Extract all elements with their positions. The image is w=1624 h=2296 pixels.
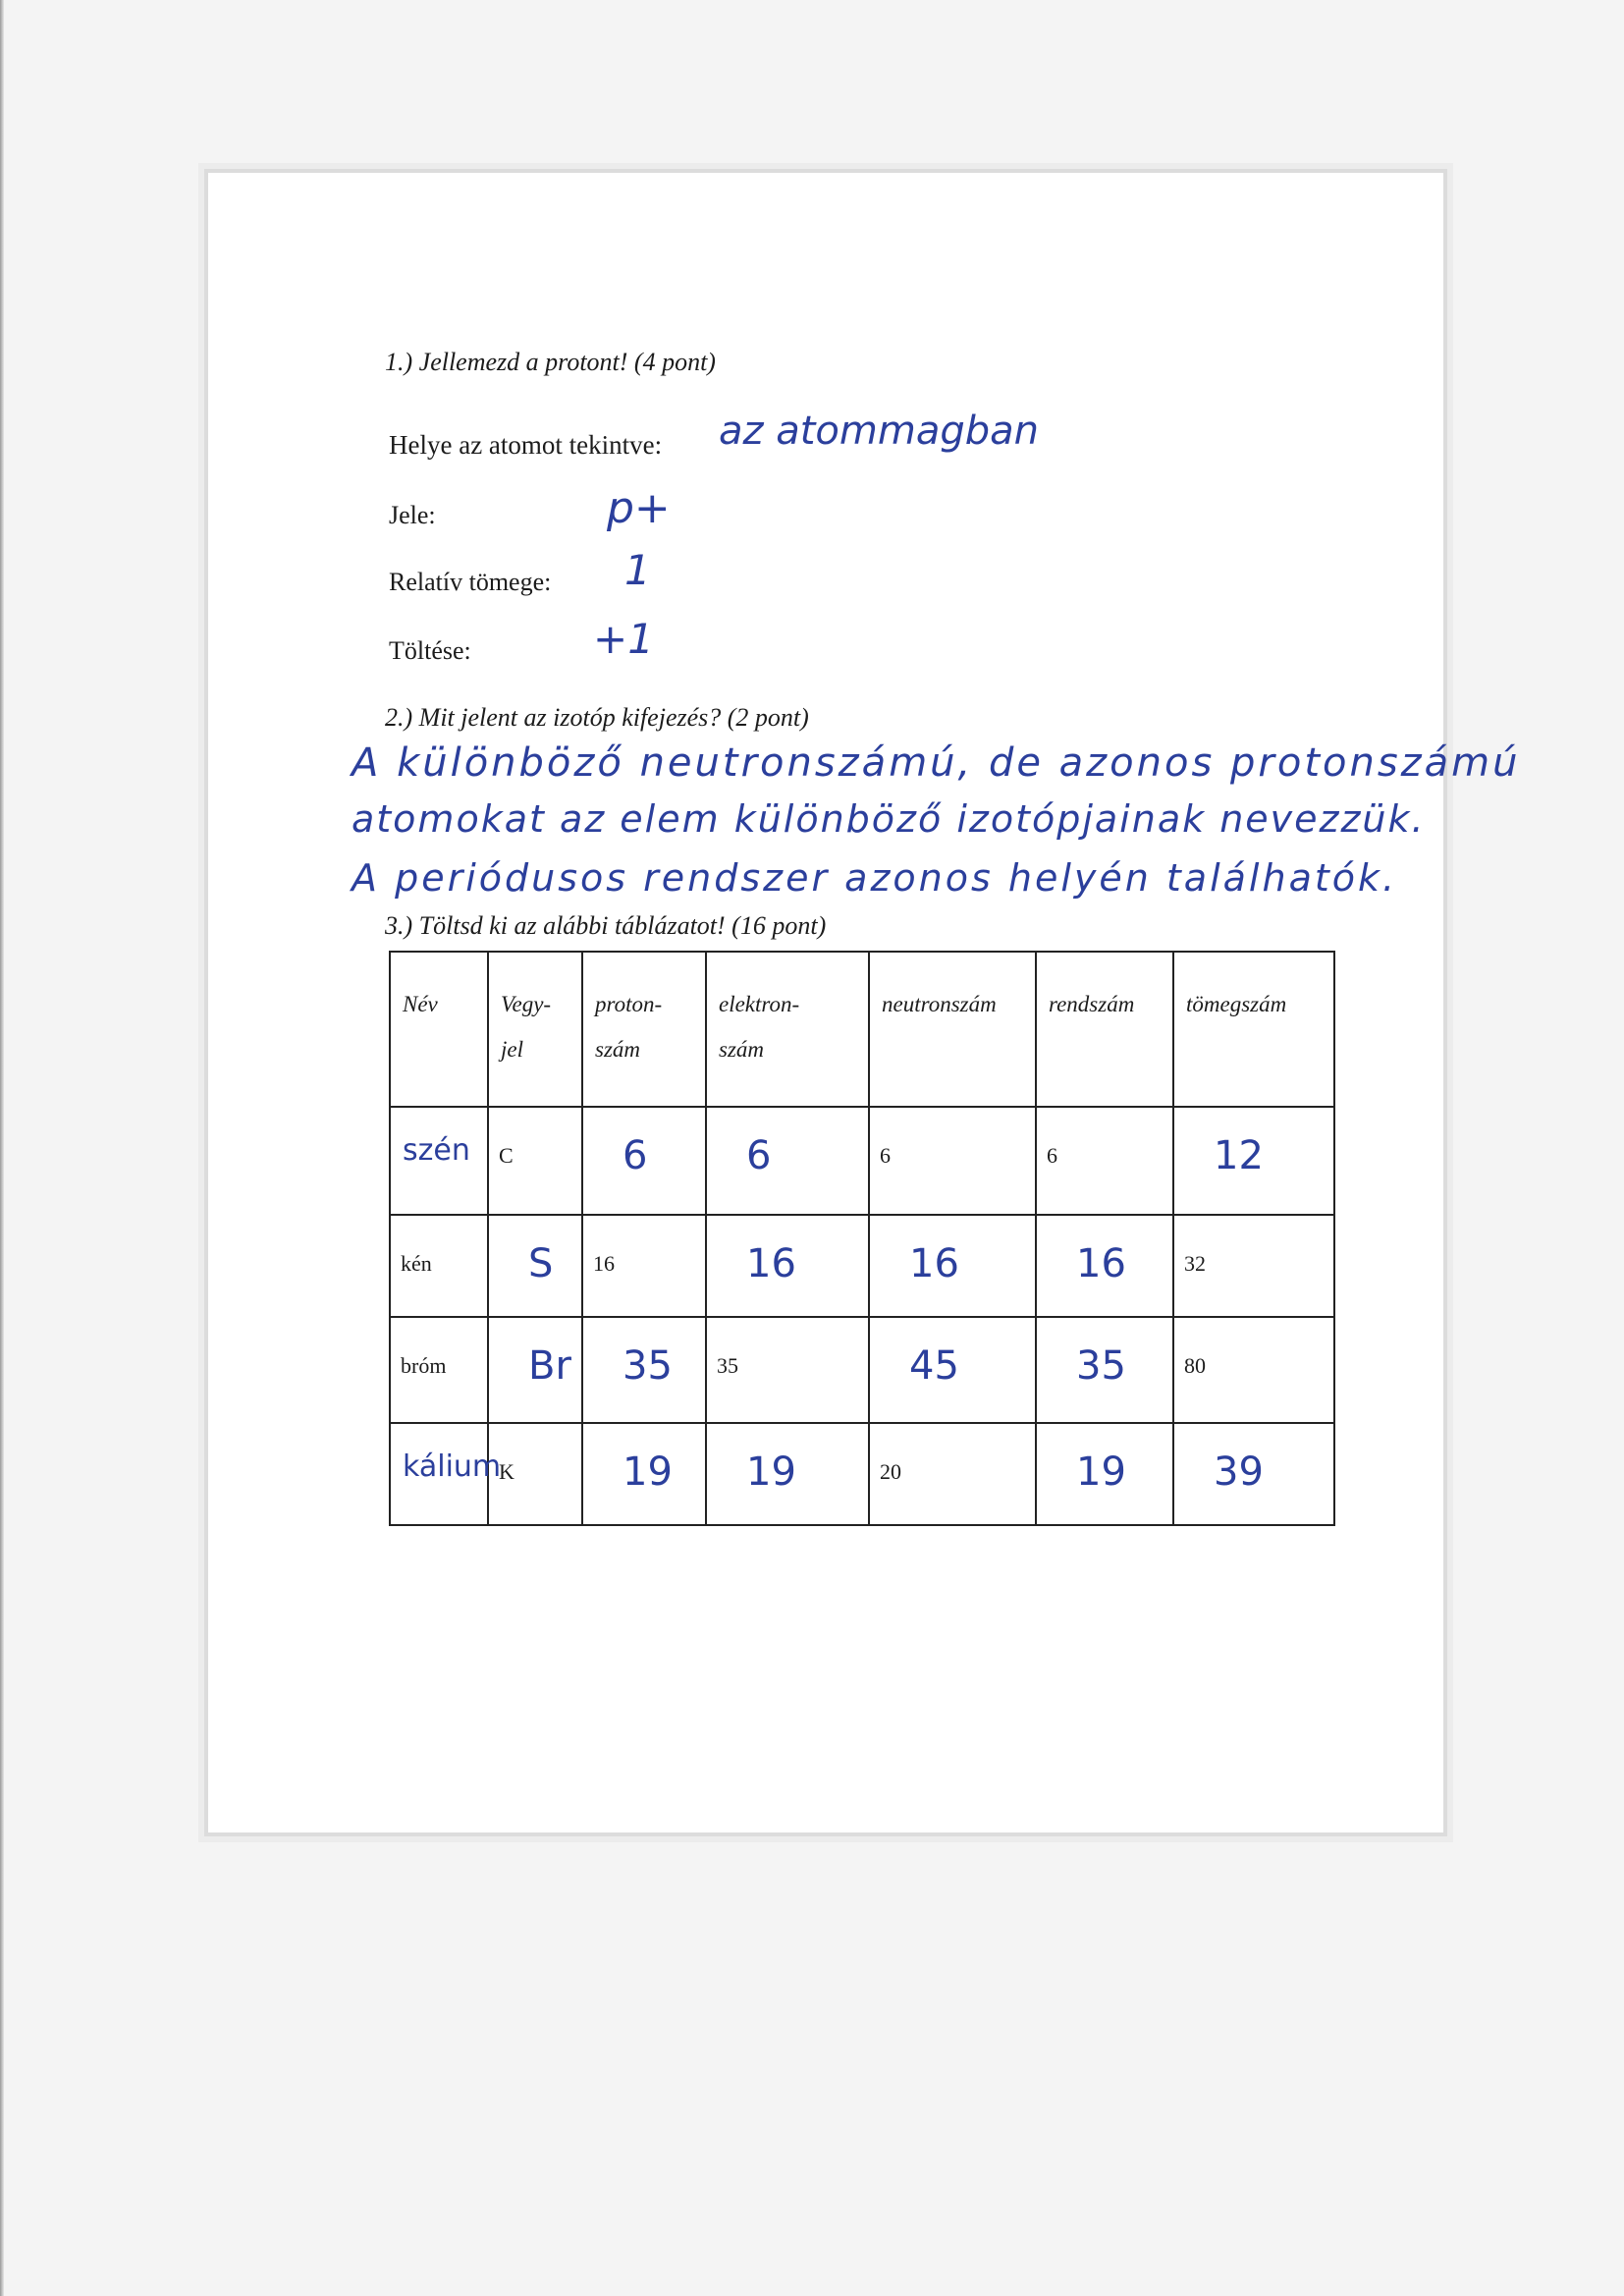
table-cell	[390, 1317, 488, 1423]
table-cell	[1173, 1317, 1334, 1423]
table-cell	[1036, 1215, 1173, 1317]
handwritten-value: 35	[1076, 1343, 1126, 1389]
table-cell	[869, 1215, 1036, 1317]
q1-label-location: Helye az atomot tekintve:	[389, 430, 663, 460]
printed-value: K	[499, 1459, 514, 1484]
header-cell: rendszám	[1036, 952, 1173, 1107]
handwritten-value: 19	[1076, 1449, 1126, 1495]
table-cell	[488, 1317, 582, 1423]
table-row	[390, 1215, 1334, 1317]
table-cell	[706, 1215, 869, 1317]
table-cell	[706, 1423, 869, 1525]
table-row	[390, 1423, 1334, 1525]
printed-value: 80	[1184, 1353, 1206, 1378]
handwritten-value: 45	[909, 1343, 959, 1389]
printed-value: 20	[880, 1459, 901, 1484]
handwritten-value: Br	[528, 1343, 571, 1389]
table-cell	[1173, 1215, 1334, 1317]
q1-answer-location: az atommagban	[719, 409, 1039, 454]
table-cell	[390, 1107, 488, 1215]
q1-label-charge: Töltése:	[389, 636, 471, 665]
header-cell: Vegy-jel	[488, 952, 582, 1107]
printed-value: kén	[401, 1251, 432, 1276]
handwritten-value: 19	[623, 1449, 673, 1495]
printed-value: 6	[1047, 1143, 1057, 1168]
q2-answer-line-3: A periódusos rendszer azonos helyén találhatók.	[352, 856, 1398, 900]
table-body	[390, 1107, 1334, 1525]
table-row	[390, 1107, 1334, 1215]
handwritten-value: S	[528, 1241, 554, 1286]
handwritten-value: kálium	[403, 1449, 502, 1484]
scan-edge	[0, 0, 4, 2296]
printed-value: bróm	[401, 1353, 447, 1378]
q1-label-symbol: Jele:	[389, 501, 436, 529]
q1-answer-mass: 1	[624, 546, 651, 594]
handwritten-value: 39	[1214, 1449, 1264, 1495]
table-cell	[488, 1215, 582, 1317]
handwritten-value: 16	[909, 1241, 959, 1286]
header-cell: elektron-szám	[706, 952, 869, 1107]
handwritten-value: szén	[403, 1133, 470, 1168]
header-cell: Név	[390, 952, 488, 1107]
q1-answer-charge: +1	[593, 615, 654, 663]
q1-label-mass: Relatív tömege:	[389, 568, 552, 596]
handwritten-value: 16	[746, 1241, 796, 1286]
table-cell	[488, 1107, 582, 1215]
printed-value: 32	[1184, 1251, 1206, 1276]
table-cell	[1173, 1423, 1334, 1525]
table-cell	[869, 1107, 1036, 1215]
table-cell	[1173, 1107, 1334, 1215]
handwritten-value: 16	[1076, 1241, 1126, 1286]
handwritten-value: 19	[746, 1449, 796, 1495]
table-cell	[488, 1423, 582, 1525]
printed-value: 6	[880, 1143, 891, 1168]
q1-answer-symbol: p+	[607, 483, 671, 533]
question-1-title: 1.) Jellemezd a protont! (4 pont)	[385, 348, 716, 376]
header-cell: proton-szám	[582, 952, 706, 1107]
table-cell	[869, 1317, 1036, 1423]
question-2-title: 2.) Mit jelent az izotóp kifejezés? (2 pont)	[385, 703, 809, 732]
printed-value: 16	[593, 1251, 615, 1276]
header-cell: neutronszám	[869, 952, 1036, 1107]
table-cell	[390, 1423, 502, 1525]
table-cell	[582, 1423, 706, 1525]
handwritten-value: 6	[623, 1133, 648, 1178]
question-3-title: 3.) Töltsd ki az alábbi táblázatot! (16 pont)	[385, 911, 827, 940]
handwritten-value: 12	[1214, 1133, 1264, 1178]
table-row	[390, 1317, 1334, 1423]
handwritten-value: 35	[623, 1343, 673, 1389]
table-cell	[706, 1107, 869, 1215]
table-cell	[1036, 1423, 1173, 1525]
header-cell: tömegszám	[1173, 952, 1334, 1107]
handwritten-value: 6	[746, 1133, 772, 1178]
table-cell	[1036, 1317, 1173, 1423]
table-header-row	[390, 952, 1334, 1107]
table-cell	[582, 1107, 706, 1215]
q2-answer-line-2: atomokat az elem különböző izotópjainak nevezzük.	[352, 797, 1426, 841]
table-cell	[706, 1317, 869, 1423]
table-cell	[582, 1215, 706, 1317]
worksheet-page	[204, 169, 1521, 1836]
table-cell	[390, 1215, 488, 1317]
printed-value: C	[499, 1143, 514, 1168]
printed-value: 35	[717, 1353, 738, 1378]
q2-answer-line-1: A különböző neutronszámú, de azonos protonszámú	[352, 740, 1521, 786]
table-cell	[582, 1317, 706, 1423]
table-cell	[869, 1423, 1036, 1525]
element-table	[389, 951, 1335, 1526]
table-cell	[1036, 1107, 1173, 1215]
